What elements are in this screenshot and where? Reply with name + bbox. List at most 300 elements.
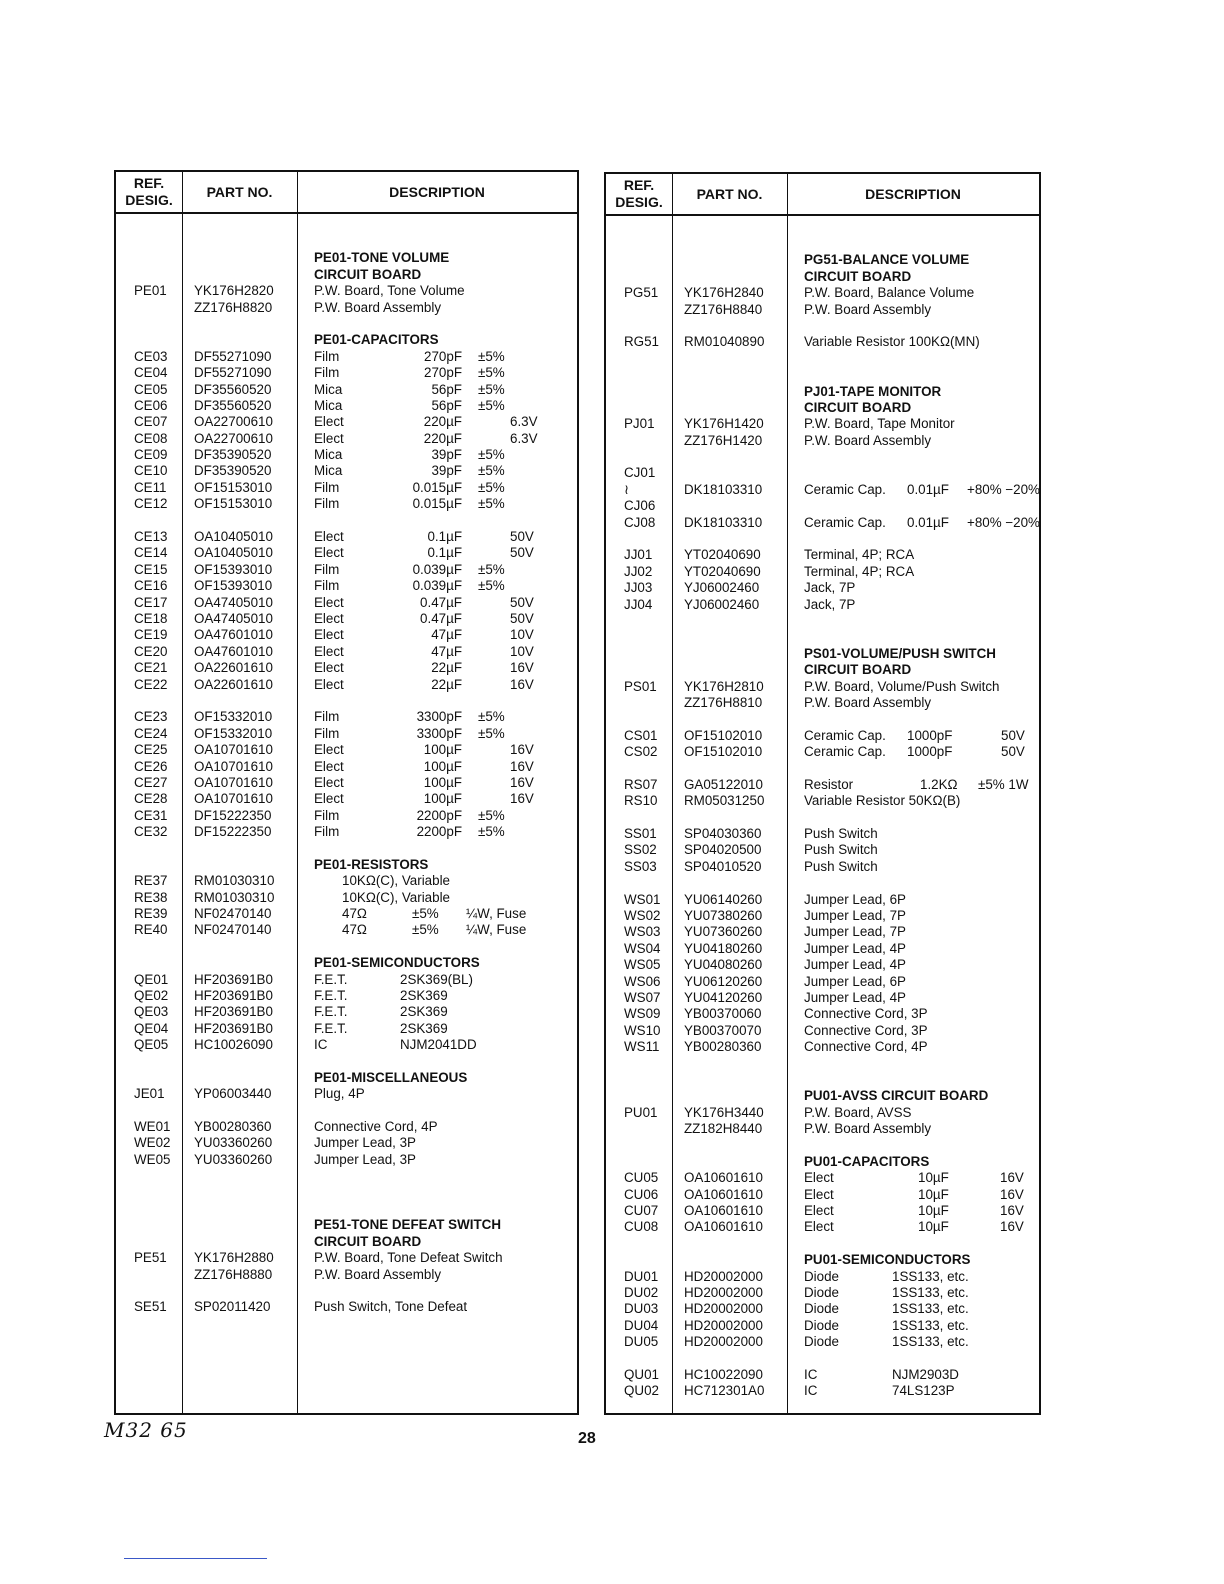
table-row xyxy=(116,759,577,775)
spec-cell: 16V xyxy=(510,676,534,692)
table-row xyxy=(116,496,577,512)
part-no-cell: ZZ176H8810 xyxy=(684,694,763,710)
section-heading xyxy=(116,955,577,971)
part-no-cell: YK176H2820 xyxy=(194,283,274,299)
part-no-cell: OA10405010 xyxy=(194,545,273,561)
part-no-cell: HF203691B0 xyxy=(194,971,273,987)
description-cell: Jack, 7P xyxy=(804,596,856,612)
spec-cell: NJM2041DD xyxy=(400,1037,477,1053)
description-header: DESCRIPTION xyxy=(389,183,485,200)
spec-cell: 270pF xyxy=(424,365,462,381)
table-row xyxy=(606,957,1039,973)
spec-cell: 50V xyxy=(1001,744,1025,760)
ref-desig-cell: WS07 xyxy=(624,989,661,1005)
spec-cell: 0.1µF xyxy=(427,529,462,545)
section-heading xyxy=(606,662,1039,678)
table-row xyxy=(606,416,1039,432)
spacer-row xyxy=(606,810,1039,826)
description-cell: P.W. Board, Tape Monitor xyxy=(804,416,955,432)
section-heading xyxy=(116,250,577,266)
right-parts-table xyxy=(604,172,1041,1415)
ref-desig-cell: WS09 xyxy=(624,1006,661,1022)
spec-cell: 1SS133, etc. xyxy=(892,1317,969,1333)
part-no-cell: DF15222350 xyxy=(194,824,272,840)
spacer-row xyxy=(116,840,577,856)
ref-desig-cell: QE01 xyxy=(134,971,169,987)
part-no-cell: OA10405010 xyxy=(194,529,273,545)
description-cell: P.W. Board, Balance Volume xyxy=(804,285,975,301)
part-no-cell: ZZ182H8440 xyxy=(684,1121,763,1137)
section-heading xyxy=(606,269,1039,285)
part-no-cell: NF02470140 xyxy=(194,922,272,938)
section-title: PE51-TONE DEFEAT SWITCH xyxy=(314,1217,501,1233)
part-no-cell: YJ06002460 xyxy=(684,596,760,612)
page-number: 28 xyxy=(578,1430,596,1447)
table-row xyxy=(116,644,577,660)
part-no-cell: HD20002000 xyxy=(684,1334,763,1350)
table-row xyxy=(116,1299,577,1315)
description-cell: Elect xyxy=(804,1203,834,1219)
spacer-row xyxy=(116,939,577,955)
table-row xyxy=(116,660,577,676)
section-title: PE01-CAPACITORS xyxy=(314,332,439,348)
spec-cell: 10µF xyxy=(918,1203,949,1219)
part-no-cell: OA22601610 xyxy=(194,676,273,692)
spec-cell: NJM2903D xyxy=(892,1366,959,1382)
ref-desig-cell: PS01 xyxy=(624,678,657,694)
section-title: CIRCUIT BOARD xyxy=(314,266,422,282)
section-title: CIRCUIT BOARD xyxy=(804,399,912,415)
description-cell: Elect xyxy=(314,643,344,659)
spec-cell: ¼W, Fuse xyxy=(466,906,527,922)
table-row xyxy=(606,892,1039,908)
spacer-row xyxy=(606,761,1039,777)
part-no-cell: DF35390520 xyxy=(194,447,272,463)
part-no-cell: OA47405010 xyxy=(194,610,273,626)
table-row xyxy=(606,302,1039,318)
part-no-cell: OF15153010 xyxy=(194,479,273,495)
spacer-row xyxy=(606,711,1039,727)
ref-desig-cell: ≀ xyxy=(624,481,630,497)
spec-cell: 10V xyxy=(510,627,534,643)
table-row xyxy=(116,1086,577,1102)
part-no-cell: OF15332010 xyxy=(194,725,273,741)
ref-desig-cell: CE17 xyxy=(134,594,168,610)
spec-cell: ±5% xyxy=(478,479,505,495)
table-row xyxy=(116,791,577,807)
part-no-cell: ZZ176H8820 xyxy=(194,299,273,315)
spec-cell: ±5% xyxy=(478,365,505,381)
spacer-row xyxy=(606,613,1039,629)
ref-desig-cell: CE07 xyxy=(134,414,168,430)
section-heading xyxy=(116,267,577,283)
left-table-header xyxy=(116,172,577,214)
part-no-cell: YT02040690 xyxy=(684,563,761,579)
description-cell: Jumper Lead, 7P xyxy=(804,908,906,924)
table-row xyxy=(606,777,1039,793)
part-no-cell: HF203691B0 xyxy=(194,1020,273,1036)
description-cell: Elect xyxy=(314,610,344,626)
ref-desig-cell: CE23 xyxy=(134,709,168,725)
section-title: PG51-BALANCE VOLUME xyxy=(804,252,970,268)
ref-desig-cell: CU06 xyxy=(624,1186,659,1202)
spacer-row xyxy=(116,234,577,250)
ref-desig-header: REF. DESIG. xyxy=(125,175,173,208)
spacer-row xyxy=(606,629,1039,645)
spec-cell: 0.039µF xyxy=(412,561,462,577)
description-cell: Film xyxy=(314,709,340,725)
table-row xyxy=(606,1023,1039,1039)
description-cell: Diode xyxy=(804,1268,839,1284)
part-no-cell: OA10601610 xyxy=(684,1170,763,1186)
part-no-cell: HC712301A0 xyxy=(684,1383,765,1399)
spec-cell: ¼W, Fuse xyxy=(466,922,527,938)
description-cell: Elect xyxy=(314,414,344,430)
section-heading xyxy=(606,1252,1039,1268)
spec-cell: 50V xyxy=(510,610,534,626)
ref-desig-cell: WE05 xyxy=(134,1151,171,1167)
part-no-cell: YU03360260 xyxy=(194,1151,273,1167)
spacer-row xyxy=(606,1137,1039,1153)
table-row xyxy=(606,498,1039,514)
ref-desig-cell: CE26 xyxy=(134,758,168,774)
table-row xyxy=(606,580,1039,596)
table-row xyxy=(116,283,577,299)
description-cell: Mica xyxy=(314,397,343,413)
description-cell: IC xyxy=(804,1366,818,1382)
part-no-cell: HC10022090 xyxy=(684,1366,763,1382)
ref-desig-cell: WS11 xyxy=(624,1039,660,1055)
section-title: CIRCUIT BOARD xyxy=(804,268,912,284)
spec-cell: 10µF xyxy=(918,1186,949,1202)
part-no-cell: YU06140260 xyxy=(684,891,763,907)
ref-desig-cell: CE04 xyxy=(134,365,168,381)
table-row xyxy=(606,1269,1039,1285)
description-cell: P.W. Board, Tone Defeat Switch xyxy=(314,1250,503,1266)
ref-desig-cell: CE11 xyxy=(134,479,167,495)
part-no-cell: OF15102010 xyxy=(684,744,763,760)
part-no-cell: YB00280360 xyxy=(194,1119,272,1135)
ref-desig-cell: CE09 xyxy=(134,447,168,463)
spec-cell: 1SS133, etc. xyxy=(892,1268,969,1284)
part-no-cell: OF15332010 xyxy=(194,709,273,725)
table-row xyxy=(606,1121,1039,1137)
spec-cell: ±5% xyxy=(478,561,505,577)
table-row xyxy=(116,398,577,414)
description-cell: Connective Cord, 3P xyxy=(804,1022,928,1038)
description-cell: Elect xyxy=(314,758,344,774)
spec-cell: ±5% xyxy=(478,447,505,463)
part-no-cell: YT02040690 xyxy=(684,547,761,563)
part-no-cell: OF15102010 xyxy=(684,727,763,743)
decorative-line xyxy=(124,1558,267,1559)
section-title: PJ01-TAPE MONITOR xyxy=(804,383,942,399)
part-no-cell: YB00370070 xyxy=(684,1022,762,1038)
ref-desig-cell: PE01 xyxy=(134,283,167,299)
part-no-cell: OA10601610 xyxy=(684,1186,763,1202)
description-cell: IC xyxy=(804,1383,818,1399)
table-row xyxy=(606,695,1039,711)
table-row xyxy=(116,545,577,561)
ref-desig-cell: JJ03 xyxy=(624,580,653,596)
part-no-cell: DF35560520 xyxy=(194,381,272,397)
spec-cell: ±5% xyxy=(478,381,505,397)
description-cell: Resistor xyxy=(804,776,854,792)
table-row xyxy=(606,859,1039,875)
description-cell: Mica xyxy=(314,381,343,397)
part-no-cell: SP04010520 xyxy=(684,858,762,874)
ref-desig-cell: CE24 xyxy=(134,725,168,741)
ref-desig-cell: DU04 xyxy=(624,1317,659,1333)
spec-cell: 0.47µF xyxy=(420,594,462,610)
part-no-cell: YU04080260 xyxy=(684,957,763,973)
ref-desig-cell: SE51 xyxy=(134,1299,167,1315)
ref-desig-cell: WS01 xyxy=(624,891,661,907)
ref-desig-cell: RE39 xyxy=(134,906,168,922)
ref-desig-cell: WE01 xyxy=(134,1119,171,1135)
description-cell: Plug, 4P xyxy=(314,1086,365,1102)
description-cell: Elect xyxy=(314,430,344,446)
spec-cell: ±5% xyxy=(478,578,505,594)
spec-cell: 0.01µF xyxy=(907,481,949,497)
section-heading xyxy=(606,252,1039,268)
spec-cell: ±5% xyxy=(478,824,505,840)
ref-desig-cell: CU05 xyxy=(624,1170,659,1186)
ref-desig-cell: WS02 xyxy=(624,908,661,924)
spec-cell: 47Ω xyxy=(342,906,367,922)
ref-desig-cell: CU08 xyxy=(624,1219,659,1235)
spec-cell: 220µF xyxy=(423,414,462,430)
part-no-cell: OA47601010 xyxy=(194,627,273,643)
ref-desig-cell: WS10 xyxy=(624,1022,661,1038)
part-no-cell: YU04180260 xyxy=(684,940,763,956)
spacer-row xyxy=(606,1236,1039,1252)
description-cell: Film xyxy=(314,725,340,741)
part-no-cell: YB00280360 xyxy=(684,1039,762,1055)
description-cell: Elect xyxy=(314,676,344,692)
spec-cell: 220µF xyxy=(423,430,462,446)
ref-desig-cell: SS03 xyxy=(624,858,657,874)
spec-cell: ±5% xyxy=(478,348,505,364)
part-no-cell: SP02011420 xyxy=(194,1299,271,1315)
part-no-cell: HC10026090 xyxy=(194,1037,273,1053)
spacer-row xyxy=(116,316,577,332)
spec-cell: 0.47µF xyxy=(420,610,462,626)
spacer-row xyxy=(116,1201,577,1217)
spacer-row xyxy=(606,1056,1039,1072)
description-cell: Jumper Lead, 4P xyxy=(804,957,906,973)
description-cell: Ceramic Cap. xyxy=(804,514,886,530)
spec-cell: 10KΩ(C), Variable xyxy=(342,873,451,889)
table-row xyxy=(606,974,1039,990)
table-row xyxy=(606,1334,1039,1350)
ref-desig-cell: SS02 xyxy=(624,842,657,858)
section-title: CIRCUIT BOARD xyxy=(804,662,912,678)
part-no-cell: OA10601610 xyxy=(684,1203,763,1219)
table-row xyxy=(606,285,1039,301)
right-table-header xyxy=(606,174,1039,216)
part-no-cell: RM01040890 xyxy=(684,334,765,350)
spec-cell: 16V xyxy=(1000,1203,1024,1219)
table-row xyxy=(116,824,577,840)
spec-cell: 1.2KΩ xyxy=(920,776,958,792)
description-cell: P.W. Board, Tone Volume xyxy=(314,283,465,299)
description-cell: Film xyxy=(314,561,340,577)
part-no-cell: YJ06002460 xyxy=(684,580,760,596)
table-row xyxy=(606,826,1039,842)
ref-desig-cell: CE03 xyxy=(134,348,168,364)
spec-cell: ±5% xyxy=(478,807,505,823)
part-no-cell: OF15153010 xyxy=(194,496,273,512)
part-no-cell: OA22601610 xyxy=(194,660,273,676)
description-cell: F.E.T. xyxy=(314,1020,348,1036)
description-cell: P.W. Board, AVSS xyxy=(804,1104,912,1120)
spec-cell: 2SK369 xyxy=(400,987,448,1003)
description-cell: Jumper Lead, 7P xyxy=(804,924,906,940)
ref-desig-cell: JJ02 xyxy=(624,563,653,579)
spec-cell: 16V xyxy=(510,791,534,807)
ref-desig-cell: QU02 xyxy=(624,1383,659,1399)
spacer-row xyxy=(606,1072,1039,1088)
table-row xyxy=(116,349,577,365)
table-row xyxy=(606,1105,1039,1121)
part-no-header: PART NO. xyxy=(206,183,273,200)
spec-cell: 50V xyxy=(510,529,534,545)
table-row xyxy=(606,433,1039,449)
description-cell: F.E.T. xyxy=(314,971,348,987)
spec-cell: 16V xyxy=(1000,1186,1024,1202)
table-row xyxy=(116,775,577,791)
part-no-cell: RM05031250 xyxy=(684,793,765,809)
description-cell: Ceramic Cap. xyxy=(804,481,886,497)
part-no-cell: YK176H2840 xyxy=(684,285,764,301)
spec-cell: ±5% 1W xyxy=(978,776,1029,792)
spec-cell: 16V xyxy=(510,660,534,676)
ref-desig-cell: CE12 xyxy=(134,496,168,512)
description-cell: Film xyxy=(314,479,340,495)
part-no-cell: DF55271090 xyxy=(194,348,272,364)
description-cell: P.W. Board Assembly xyxy=(804,432,932,448)
spacer-row xyxy=(606,318,1039,334)
table-row xyxy=(116,890,577,906)
ref-desig-cell: CJ01 xyxy=(624,465,656,481)
table-row xyxy=(116,578,577,594)
part-no-cell: YU03360260 xyxy=(194,1135,273,1151)
ref-desig-cell: DU01 xyxy=(624,1268,659,1284)
part-no-header: PART NO. xyxy=(696,185,763,202)
description-cell: Mica xyxy=(314,447,343,463)
spec-cell: 0.039µF xyxy=(412,578,462,594)
ref-desig-cell: QE03 xyxy=(134,1004,169,1020)
part-no-cell: DF15222350 xyxy=(194,807,272,823)
table-row xyxy=(606,990,1039,1006)
section-heading xyxy=(606,646,1039,662)
ref-desig-cell: QE02 xyxy=(134,987,169,1003)
part-no-cell: RM01030310 xyxy=(194,889,275,905)
spacer-row xyxy=(606,875,1039,891)
description-header: DESCRIPTION xyxy=(865,185,961,202)
spec-cell: 0.015µF xyxy=(412,496,462,512)
spec-cell: 56pF xyxy=(431,397,462,413)
ref-desig-cell: RE40 xyxy=(134,922,168,938)
spec-cell: ±5% xyxy=(478,709,505,725)
ref-desig-cell: CE15 xyxy=(134,561,168,577)
table-row xyxy=(606,924,1039,940)
part-no-cell: OA47601010 xyxy=(194,643,273,659)
spec-cell: ±5% xyxy=(478,463,505,479)
ref-desig-cell: WS05 xyxy=(624,957,661,973)
description-cell: Film xyxy=(314,365,340,381)
table-row xyxy=(606,908,1039,924)
spacer-row xyxy=(606,531,1039,547)
table-row xyxy=(116,742,577,758)
ref-desig-cell: QE05 xyxy=(134,1037,169,1053)
ref-desig-cell: CE22 xyxy=(134,676,168,692)
ref-desig-cell: WS06 xyxy=(624,973,661,989)
table-row xyxy=(606,334,1039,350)
description-cell: Jumper Lead, 3P xyxy=(314,1151,416,1167)
table-row xyxy=(116,972,577,988)
part-no-cell: HD20002000 xyxy=(684,1268,763,1284)
left-rows xyxy=(116,234,577,1316)
spec-cell: 1SS133, etc. xyxy=(892,1301,969,1317)
part-no-cell: OA22700610 xyxy=(194,414,273,430)
ref-desig-cell: CE31 xyxy=(134,807,168,823)
table-row xyxy=(606,744,1039,760)
ref-desig-cell: CE08 xyxy=(134,430,168,446)
description-cell: P.W. Board Assembly xyxy=(804,301,932,317)
section-heading xyxy=(116,1217,577,1233)
table-row xyxy=(606,1187,1039,1203)
section-heading xyxy=(606,400,1039,416)
description-cell: P.W. Board Assembly xyxy=(804,694,932,710)
spec-cell: 0.01µF xyxy=(907,514,949,530)
spacer-row xyxy=(606,236,1039,252)
part-no-cell: OA10701610 xyxy=(194,758,273,774)
table-row xyxy=(116,300,577,316)
spacer-row xyxy=(606,367,1039,383)
spec-cell: 100µF xyxy=(423,774,462,790)
section-title: PU01-SEMICONDUCTORS xyxy=(804,1252,971,1268)
table-row xyxy=(116,1267,577,1283)
description-cell: Elect xyxy=(314,594,344,610)
section-title: PU01-AVSS CIRCUIT BOARD xyxy=(804,1088,989,1104)
spec-cell: 10KΩ(C), Variable xyxy=(342,889,451,905)
spec-cell: 6.3V xyxy=(510,414,538,430)
table-row xyxy=(116,808,577,824)
part-no-cell: YB00370060 xyxy=(684,1006,762,1022)
spec-cell: 22µF xyxy=(431,676,462,692)
description-cell: Connective Cord, 3P xyxy=(804,1006,928,1022)
ref-desig-cell: WE02 xyxy=(134,1135,171,1151)
ref-desig-cell: SS01 xyxy=(624,826,657,842)
ref-desig-cell: QU01 xyxy=(624,1366,659,1382)
part-no-cell: OA10701610 xyxy=(194,774,273,790)
description-cell: Elect xyxy=(804,1170,834,1186)
part-no-cell: DF55271090 xyxy=(194,365,272,381)
ref-desig-cell: DU03 xyxy=(624,1301,659,1317)
spacer-row xyxy=(116,1054,577,1070)
table-row xyxy=(116,595,577,611)
spec-cell: 47Ω xyxy=(342,922,367,938)
description-cell: Elect xyxy=(804,1219,834,1235)
spec-cell: 22µF xyxy=(431,660,462,676)
ref-desig-cell: RG51 xyxy=(624,334,659,350)
spec-cell: 56pF xyxy=(431,381,462,397)
spec-cell: 16V xyxy=(510,758,534,774)
section-title: PE01-SEMICONDUCTORS xyxy=(314,955,480,971)
table-row xyxy=(116,611,577,627)
